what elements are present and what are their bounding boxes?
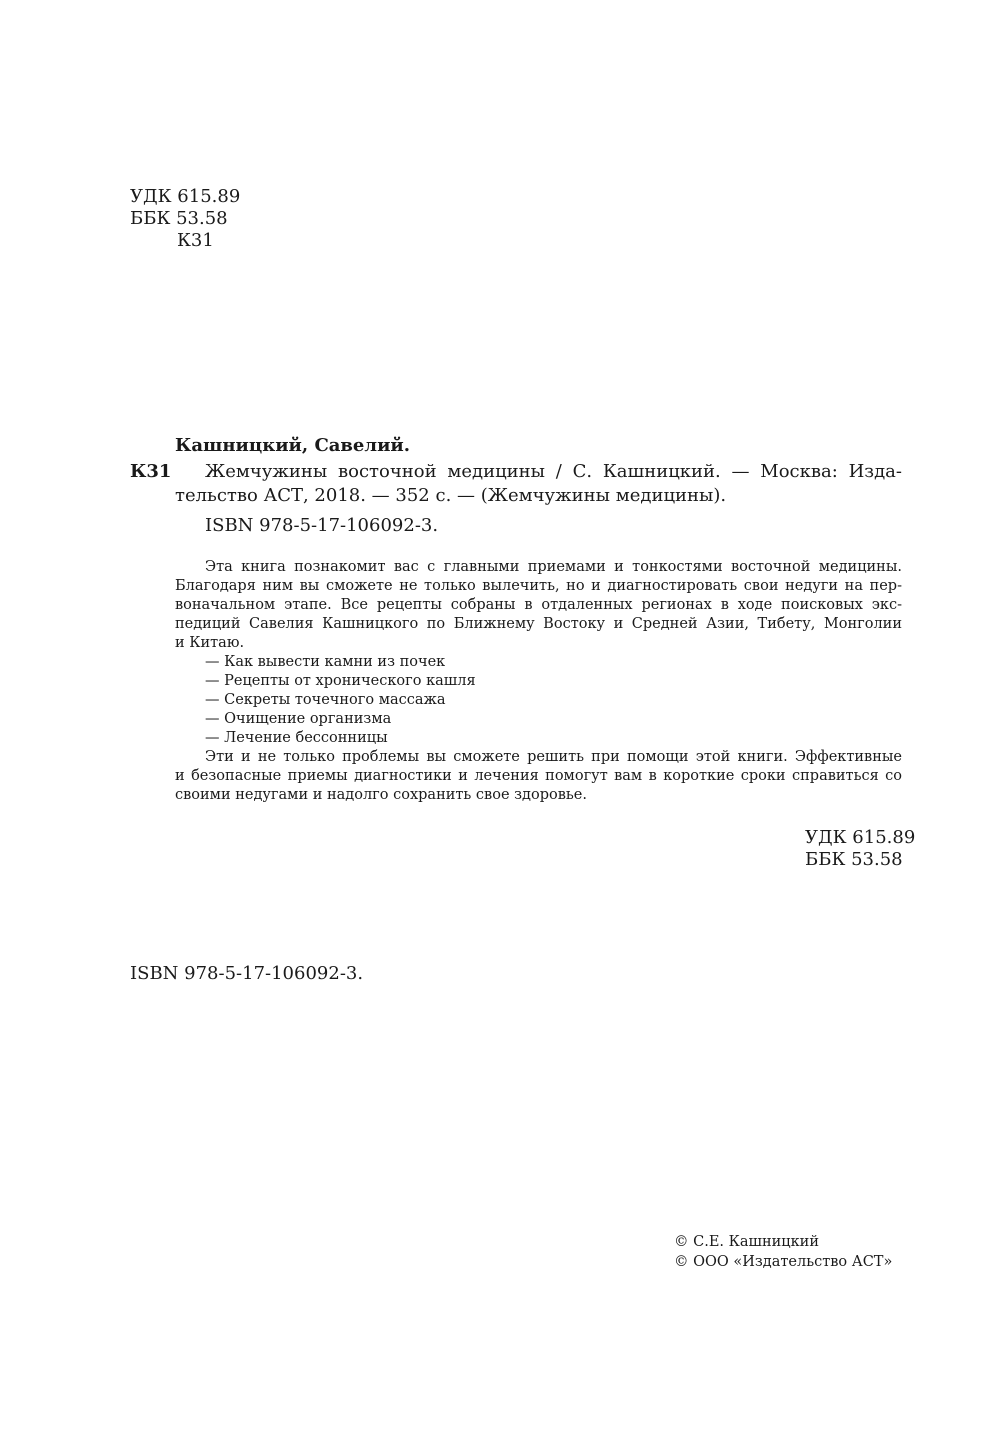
title-statement-line-2: тельство АСТ, 2018. — 352 с. — (Жемчужины медицины).: [175, 485, 727, 506]
annotation-closing-line: и безопасные приемы диагностики и лечения помогут вам в короткие сроки справиться со: [175, 768, 902, 784]
copyright-block: [674, 1233, 892, 1273]
annotation-closing-line: Эти и не только проблемы вы сможете решить при помощи этой книги. Эффективные: [205, 749, 902, 765]
bbk-code: ББК 53.58: [130, 208, 228, 229]
annotation-line: и Китаю.: [175, 635, 245, 651]
classification-codes-top: [130, 186, 240, 252]
annotation-line: педиций Савелия Кашницкого по Ближнему Востоку и Средней Азии, Тибету, Монголии: [175, 616, 902, 632]
annotation-list-item: — Секреты точечного массажа: [205, 692, 446, 708]
cutter-mark: К31: [130, 461, 172, 482]
copyright-publisher: © ООО «Издательство АСТ»: [674, 1254, 893, 1270]
annotation-line: воначальном этапе. Все рецепты собраны в отдаленных регионах в ходе поисковых экс-: [175, 597, 902, 613]
copyright-author: © С.Е. Кашницкий: [674, 1234, 820, 1250]
annotation-closing-line: своими недугами и надолго сохранить свое здоровье.: [175, 787, 587, 803]
author-heading: Кашницкий, Савелий.: [175, 435, 411, 456]
udk-code: УДК 615.89: [805, 827, 916, 848]
annotation-list-item: — Как вывести камни из почек: [205, 654, 446, 670]
cutter-code: К31: [177, 230, 214, 251]
title-statement-line-1: Жемчужины восточной медицины / С. Кашницкий. — Москва: Изда-: [205, 461, 902, 482]
udk-code: УДК 615.89: [130, 186, 241, 207]
isbn-record: ISBN 978-5-17-106092-3.: [205, 515, 439, 536]
classification-codes-bottom: [805, 827, 915, 871]
annotation-line: Эта книга познакомит вас с главными приемами и тонкостями восточной медицины.: [205, 559, 902, 575]
annotation-list-item: — Лечение бессонницы: [205, 730, 388, 746]
annotation-list-item: — Рецепты от хронического кашля: [205, 673, 476, 689]
annotation-line: Благодаря ним вы сможете не только вылечить, но и диагностировать свои недуги на пер-: [175, 578, 902, 594]
bbk-code: ББК 53.58: [805, 849, 903, 870]
annotation: [175, 558, 902, 805]
isbn-bottom: ISBN 978-5-17-106092-3.: [130, 963, 364, 984]
annotation-list-item: — Очищение организма: [205, 711, 392, 727]
